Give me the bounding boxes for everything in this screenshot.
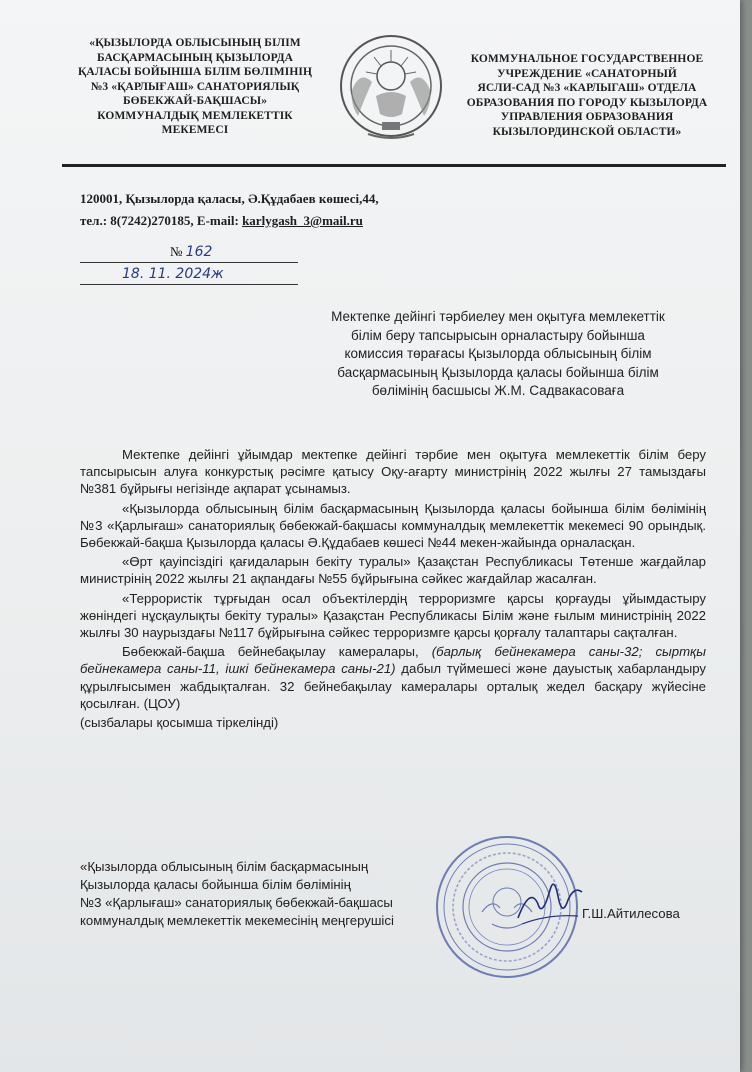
paragraph: Мектепке дейінгі ұйымдар мектепке дейінгі тәрбие мен оқытуға мемлекеттік білім беру тапсырысын алуға конкурстық рәсімге қатысу Оқу-ағарту министрінің 2022 жылғы 27 тамыздағы №381 бұйрығы негізінде ақпарат ұсынамыз. xyxy=(80,447,706,497)
registration-number xyxy=(170,244,212,260)
header-left-line: МЕКЕМЕСІ xyxy=(161,124,229,136)
header-left-line: «ҚЫЗЫЛОРДА ОБЛЫСЫНЫҢ БІЛІМ xyxy=(89,37,301,49)
state-emblem-icon xyxy=(338,30,444,148)
number-value: 162 xyxy=(185,244,213,260)
address-line: 120001, Қызылорда қаласы, Ә.Құдабаев көшесі,44, xyxy=(80,191,379,206)
header-right-line: УПРАВЛЕНИЯ ОБРАЗОВАНИЯ xyxy=(500,111,674,123)
contact-line xyxy=(80,210,379,232)
header-right-line: ОБРАЗОВАНИЯ ПО ГОРОДУ КЫЗЫЛОРДА xyxy=(466,96,708,109)
header-right-line: КЫЗЫЛОРДИНСКОЙ ОБЛАСТИ» xyxy=(492,125,682,138)
handwritten-signature-icon xyxy=(508,866,588,936)
signatory-line: коммуналдық мемлекеттік мекемесінің меңгерушісі xyxy=(80,913,394,928)
registration-line xyxy=(80,262,298,263)
letter-body xyxy=(80,446,706,733)
header-right-line: УЧРЕЖДЕНИЕ «САНАТОРНЫЙ xyxy=(497,67,677,80)
date-line xyxy=(80,284,298,285)
header-russian xyxy=(448,52,726,139)
addressee-line: бөлімінің басшысы Ж.М. Садвакасоваға xyxy=(371,383,625,398)
signatory-line: №3 «Қарлығаш» санаториялық бөбекжай-бақшасы xyxy=(80,895,393,910)
paragraph: «Қызылорда облысының білім басқармасының Қызылорда қаласы бойынша білім бөлімінің №3 «Қарлығаш» санаториялық бөбекжай-бақшасы коммуналдық мемлекеттік мекемесі 90 орындық. Бөбекжай-бақша Қызылорда қаласы Ә.Құдабаев көшесі №44 мекен-жайында орналасқан. xyxy=(80,500,706,551)
number-prefix: № xyxy=(170,244,183,259)
header-divider xyxy=(62,164,726,167)
header-left-line: БӨБЕКЖАЙ-БАҚШАСЫ» xyxy=(122,95,268,107)
addressee-line: басқармасының Қызылорда қаласы бойынша білім xyxy=(337,364,659,380)
paragraph: «Өрт қауіпсіздігі қағидаларын бекіту туралы» Қазақстан Республикасы Төтенше жағдайлар министрінің 2022 жылғы 21 ақпандағы №55 бұйрығына сәйкес жағдайлар жасалған. xyxy=(80,554,706,587)
signatory-title xyxy=(80,858,394,930)
header-right-line: КОММУНАЛЬНОЕ ГОСУДАРСТВЕННОЕ xyxy=(470,53,704,65)
paragraph xyxy=(80,643,706,712)
signatory-name: Г.Ш.Айтилесова xyxy=(582,906,680,921)
signatory-line: Қызылорда қаласы бойынша білім бөлімінің xyxy=(80,877,351,892)
camera-counts: (барлық бейнекамера саны-32; сыртқы бейнекамера саны-11, ішкі бейнекамера саны-21) xyxy=(80,644,706,677)
signatory-line: «Қызылорда облысының білім басқармасының xyxy=(80,859,369,874)
addressee-line: комиссия төрағасы Қызылорда облысының білім xyxy=(344,346,652,361)
header-kazakh xyxy=(60,36,330,138)
addressee-line: Мектепке дейінгі тәрбиелеу мен оқытуға мемлекеттік xyxy=(331,309,665,324)
attachment-note: (сызбалары қосымша тіркелінді) xyxy=(80,715,279,731)
header-right-line: ЯСЛИ-САД №3 «КАРЛЫГАШ» ОТДЕЛА xyxy=(477,82,697,94)
registration-date: 18. 11. 2024ж xyxy=(122,266,224,282)
addressee-block xyxy=(318,308,678,401)
header-left-line: БАСҚАРМАСЫНЫҢ ҚЫЗЫЛОРДА xyxy=(97,51,293,64)
p5-end: дабыл түймешесі және дауыстық хабарландыру құрылғысымен жабдықталған. 32 бейнебақылау камералары орталық жедел басқару жүйесіне қосылған. (ЦОУ) xyxy=(80,661,706,711)
addressee-line: білім беру тапсырысын орналастыру бойынша xyxy=(351,327,645,343)
header-left-line: №3 «ҚАРЛЫҒАШ» САНАТОРИЯЛЫҚ xyxy=(90,80,300,93)
p5-start: Бөбекжай-бақша бейнебақылау камералары, xyxy=(122,644,432,660)
header-left-line: ҚАЛАСЫ БОЙЫНША БІЛІМ БӨЛІМІНІҢ xyxy=(77,66,313,78)
header-left-line: КОММУНАЛДЫҚ МЕМЛЕКЕТТІК xyxy=(97,109,293,122)
paragraph: «Террористік тұрғыдан осал объектілердің терроризмге қарсы қорғауды ұйымдастыру жөніндегі нұсқаулықты бекіту туралы» Қазақстан Республикасы Білім және ғылым министрінің 2022 жылғы 30 наурыздағы №117 бұйрығына сәйкес терроризмге қарсы қорғалу талаптары сақталған. xyxy=(80,590,706,641)
contacts xyxy=(80,188,379,232)
phone-text: тел.: 8(7242)270185, E-mail: xyxy=(80,213,243,228)
email-link[interactable]: karlygash_3@mail.ru xyxy=(242,213,363,228)
